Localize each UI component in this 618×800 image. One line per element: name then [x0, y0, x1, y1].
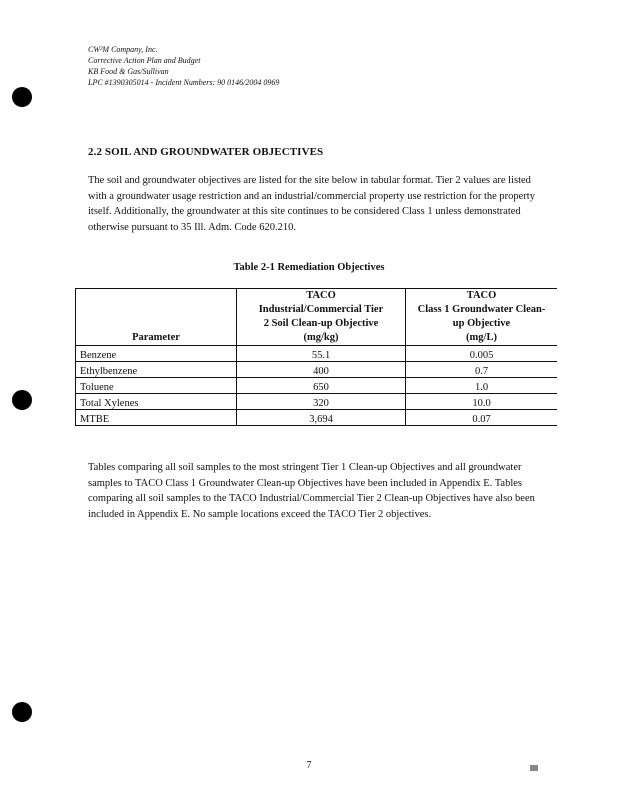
cell-groundwater-value: 0.005 [406, 346, 558, 362]
cell-soil-value: 3,694 [237, 410, 406, 426]
appendix-paragraph: Tables comparing all soil samples to the most stringent Tier 1 Clean-up Objectives and all groundwater samples to TACO Class 1 Groundwater Clean-up Objectives have been included in Appendix E. Tables comparing all soil samples to the TACO Industrial/Commercial Tier 2 Clean-up Objectives have also been included in Appendix E. No sample locations exceed the TACO Tier 2 objectives. [88, 462, 535, 520]
table-row [76, 346, 558, 362]
header-groundwater-objective: TACO Class 1 Groundwater Clean- up Objective (mg/L) [406, 289, 558, 346]
cell-soil-value: 400 [237, 362, 406, 378]
table-row [76, 410, 558, 426]
header-company: CW²M Company, Inc. [88, 45, 158, 54]
binder-hole-bottom [12, 702, 32, 722]
cell-groundwater-value: 1.0 [406, 378, 558, 394]
page-number: 7 [306, 760, 312, 771]
cell-parameter: Toluene [76, 378, 237, 394]
section-heading: 2.2 SOIL AND GROUNDWATER OBJECTIVES [88, 146, 324, 158]
document-header [88, 44, 279, 88]
cell-groundwater-value: 0.07 [406, 410, 558, 426]
table-row [76, 362, 558, 378]
cell-soil-value: 320 [237, 394, 406, 410]
header-parameter: Parameter [76, 289, 237, 346]
cell-soil-value: 55.1 [237, 346, 406, 362]
cell-parameter: MTBE [76, 410, 237, 426]
remediation-objectives-table [75, 288, 557, 426]
header-soil-objective: TACO Industrial/Commercial Tier 2 Soil Clean-up Objective (mg/kg) [237, 289, 406, 346]
table-header-row [76, 289, 558, 346]
scan-mark [530, 765, 538, 771]
header-incident-numbers: LPC #1390305014 - Incident Numbers: 90 0146/2004 0969 [88, 78, 280, 87]
table-row [76, 394, 558, 410]
binder-hole-middle [12, 390, 32, 410]
table-caption: Table 2-1 Remediation Objectives [233, 262, 385, 273]
cell-groundwater-value: 0.7 [406, 362, 558, 378]
cell-parameter: Total Xylenes [76, 394, 237, 410]
intro-paragraph: The soil and groundwater objectives are listed for the site below in tabular format. Tier 2 values are listed with a groundwater usage restriction and an industrial/commercial property use restriction for the property itself. Additionally, the groundwater at this site continues to be considered Class 1 unless demonstrated otherwise pursuant to 35 Ill. Adm. Code 620.210. [88, 175, 535, 233]
cell-parameter: Benzene [76, 346, 237, 362]
table-row [76, 378, 558, 394]
header-site-name: KB Food & Gas/Sullivan [88, 67, 169, 76]
binder-hole-top [12, 87, 32, 107]
cell-soil-value: 650 [237, 378, 406, 394]
header-document-title: Corrective Action Plan and Budget [88, 56, 201, 65]
cell-groundwater-value: 10.0 [406, 394, 558, 410]
cell-parameter: Ethylbenzene [76, 362, 237, 378]
